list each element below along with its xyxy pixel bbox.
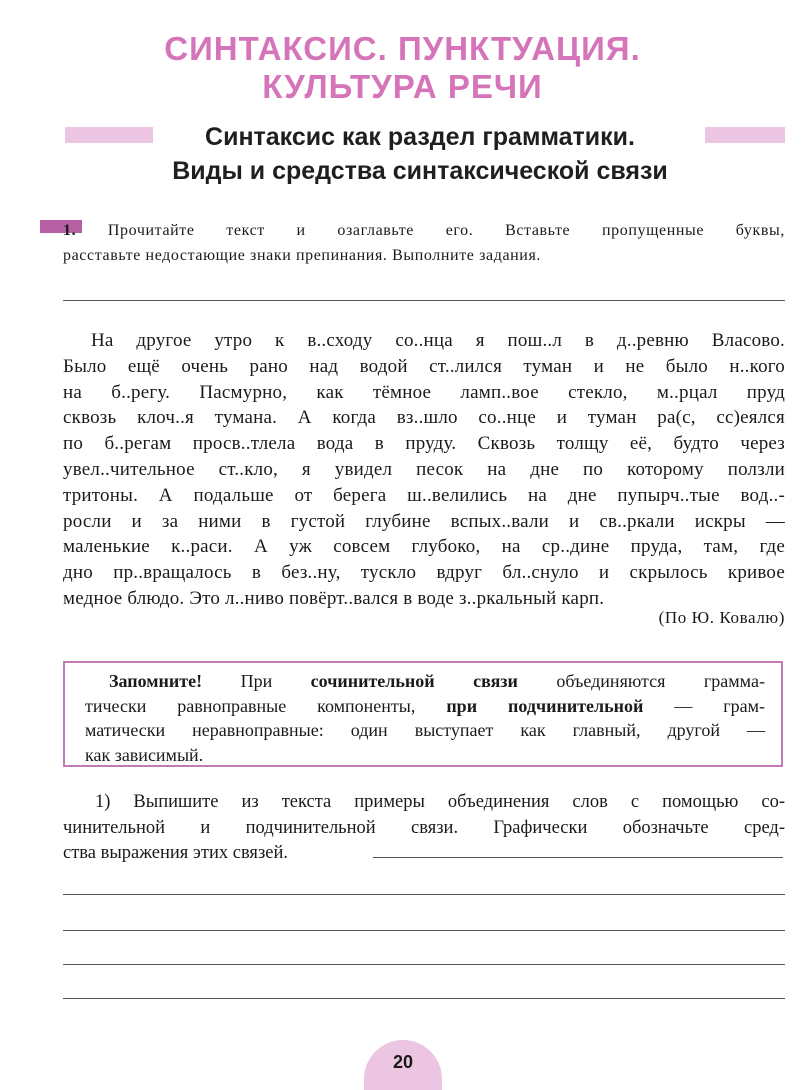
remember-line4: как зависимый. [85, 744, 204, 765]
passage-line: сквозь клоч..я тумана. А когда вз..шло со..нце и туман ра(с, сс)еялся [63, 407, 785, 429]
remember-text: тически равноправные компоненты, [85, 695, 447, 716]
task-intro [63, 218, 785, 243]
section-title-line1: Синтаксис как раздел грамматики. [205, 123, 635, 151]
answer-line[interactable] [63, 998, 785, 999]
passage-line: тритоны. А подальше от берега ш..велились на дне пупырч..тые вод..- [63, 484, 785, 506]
remember-line3: матически неравноправные: один выступает как главный, другой — [85, 720, 765, 740]
task-number: 1. [63, 222, 77, 239]
remember-text: При [202, 671, 311, 691]
answer-line[interactable] [63, 964, 785, 965]
remember-line1 [85, 669, 765, 694]
task-intro-line2: расставьте недостающие знаки препинания. Выполните задания. [63, 247, 542, 264]
answer-line[interactable] [373, 857, 783, 858]
remember-text: — грам- [643, 695, 766, 716]
section-title-line2: Виды и средства синтаксической связи [172, 157, 668, 185]
chapter-title-line2: КУЛЬТУРА РЕЧИ [262, 68, 543, 105]
answer-line[interactable] [63, 894, 785, 895]
task-intro-line1: Прочитайте текст и озаглавьте его. Вставьте пропущенные буквы, [107, 222, 785, 239]
subtask-1 [63, 790, 785, 867]
title-answer-line[interactable] [63, 300, 785, 301]
subtask-line3: ства выражения этих связей. [63, 843, 288, 863]
remember-label: Запомните! [109, 671, 203, 691]
passage-line: медное блюдо. Это л..ниво повёрт..вался в воде з..ркальный карп. [63, 587, 605, 609]
passage-line: на б..регу. Пасмурно, как тёмное ламп..вое стекло, м..рцал пруд [63, 381, 785, 403]
chapter-title [0, 30, 805, 106]
subtask-line1: 1) Выпишите из текста примеры объединения слов с помощью со- [95, 792, 785, 812]
passage [63, 328, 785, 612]
attribution: (По Ю. Ковалю) [658, 608, 785, 627]
answer-line[interactable] [63, 930, 785, 931]
passage-line: Было ещё очень рано над водой ст..лился туман и не было н..кого [63, 355, 785, 377]
passage-line: увел..чительное ст..кло, я увидел песок на дне по которому ползли [63, 458, 785, 480]
subtask-line2: чинительной и подчинительной связи. Графически обозначьте сред- [63, 817, 785, 838]
remember-text: объединяются граммa- [517, 671, 765, 691]
passage-line: дно пр..вращалось в без..ну, тускло вдруг бл..снуло и скрылось кривое [63, 562, 785, 584]
section-title [100, 120, 740, 188]
remember-term-subordinating: при подчинительной [446, 695, 644, 716]
passage-line: маленькие к..раси. А уж совсем глубоко, на ср..дине пруда, там, где [63, 536, 785, 558]
remember-line2 [85, 694, 765, 719]
remember-box [63, 661, 783, 767]
page-number: 20 [392, 1052, 414, 1072]
passage-line: На другое утро к в..сходу со..нца я пош..л в д..ревню Власово. [91, 330, 785, 351]
chapter-title-line1: СИНТАКСИС. ПУНКТУАЦИЯ. [164, 30, 641, 67]
passage-line: росли и за ними в густой глубине вспых..вали и св..ркали искры — [63, 510, 785, 532]
remember-term-coordinating: сочинительной связи [310, 671, 518, 691]
passage-line: по б..регам просв..тлела вода в пруду. Сквозь толщу её, будто через [63, 433, 785, 455]
